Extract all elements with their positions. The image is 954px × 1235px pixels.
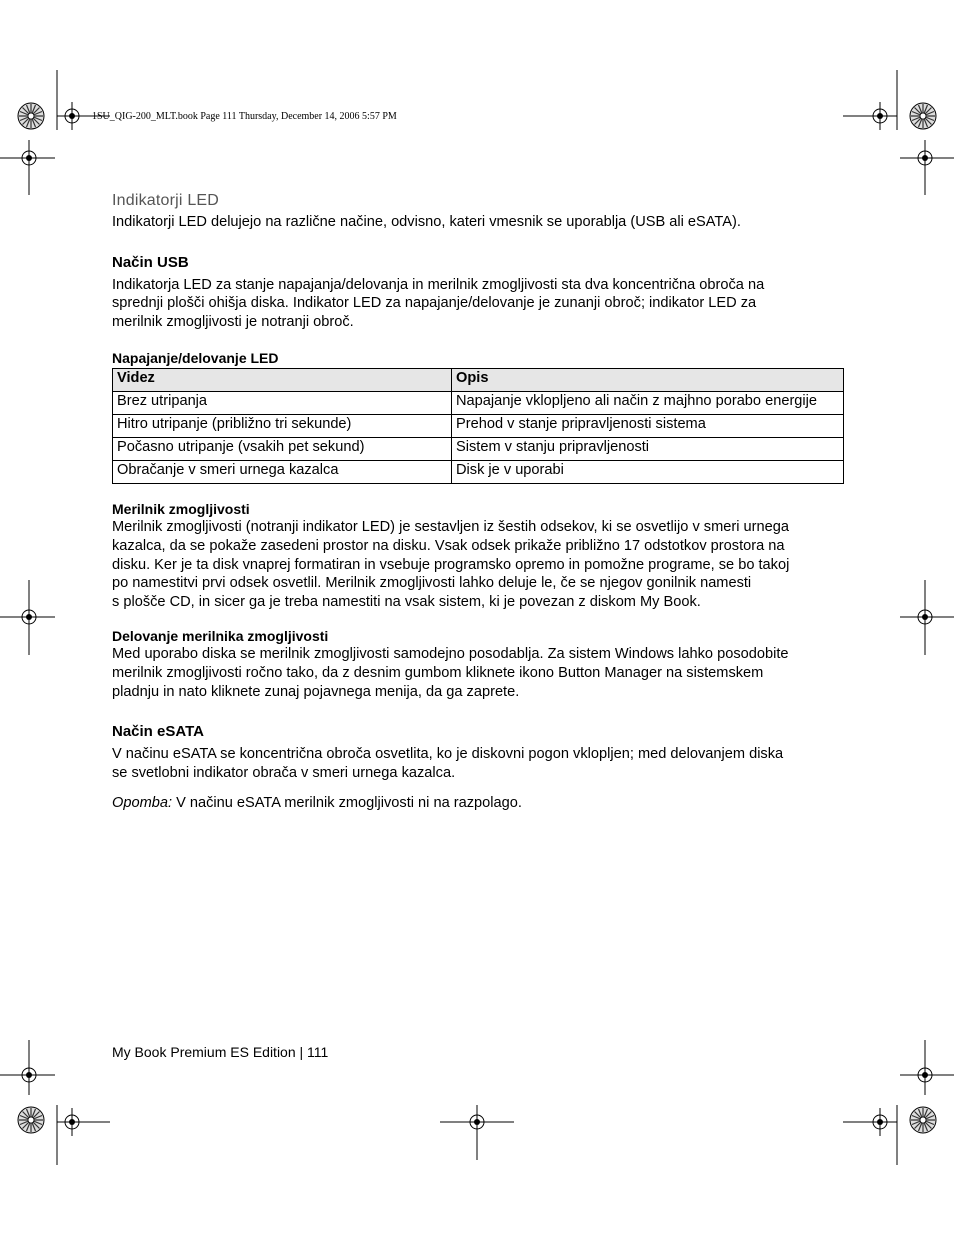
gauge-paragraph (112, 518, 844, 611)
usb-heading: Način USB (112, 253, 189, 271)
table-cell: Brez utripanja (113, 392, 452, 415)
gauge-line: disku. Ker je ta disk vnaprej formatiran in vsebuje programsko opremo in pomožne programe, se bo takoj (112, 556, 790, 573)
table-header-row (113, 369, 844, 392)
table-row (113, 392, 844, 415)
table-caption: Napajanje/delovanje LED (112, 350, 279, 367)
usb-line: Indikatorja LED za stanje napajanja/delovanja in merilnik zmogljivosti sta dva koncentrična obroča na (112, 276, 765, 293)
table-row (113, 461, 844, 484)
gauge-operation-line: merilnik zmogljivosti ročno tako, da z desnim gumbom kliknete ikono Button Manager na sistemskem (112, 664, 764, 681)
print-header: 1SU_QIG-200_MLT.book Page 111 Thursday, December 14, 2006 5:57 PM (92, 111, 397, 122)
esata-note (112, 794, 844, 813)
esata-heading: Način eSATA (112, 723, 204, 741)
esata-line: se svetlobni indikator obrača v smeri urnega kazalca. (112, 764, 456, 781)
gauge-operation-line: Med uporabo diska se merilnik zmogljivosti samodejno posodablja. Za sistem Windows lahko posodobite (112, 646, 789, 663)
table-header-cell: Videz (113, 369, 452, 392)
gauge-line: po namestitvi prvi odsek osvetlil. Merilnik zmogljivosti lahko deluje le, če se njegov gonilnik namesti (112, 575, 752, 592)
gauge-line: s plošče CD, in sicer ga je treba namestiti na vsak sistem, ki je povezan z diskom My Book. (112, 593, 701, 610)
usb-line: sprednji plošči ohišja diska. Indikator LED za napajanje/delovanje je zunanji obroč; indikator LED za (112, 295, 757, 312)
gauge-operation-line: pladnju in nato kliknete zunaj pojavnega menija, da ga zaprete. (112, 683, 520, 700)
gauge-line: kazalca, da se pokaže zasedeni prostor na disku. Vsak odsek prikaže približno 17 odstotkov prostora na (112, 537, 785, 554)
table-cell: Sistem v stanju pripravljenosti (452, 438, 844, 461)
esata-paragraph (112, 745, 844, 782)
page-content (112, 192, 844, 813)
usb-paragraph (112, 276, 844, 332)
gauge-operation-paragraph (112, 645, 844, 701)
table-header-cell: Opis (452, 369, 844, 392)
gauge-line: Merilnik zmogljivosti (notranji indikator LED) je sestavljen iz šestih odsekov, ki se osvetlijo v smeri urnega (112, 519, 789, 536)
esata-line: V načinu eSATA se koncentrična obroča osvetlita, ko je diskovni pogon vklopljen; med delovanjem diska (112, 746, 784, 763)
usb-line: merilnik zmogljivosti je notranji obroč. (112, 313, 354, 330)
section-title: Indikatorji LED (112, 192, 220, 209)
table-cell: Napajanje vklopljeno ali način z majhno porabo energije (452, 392, 844, 415)
section-intro: Indikatorji LED delujejo na različne načine, odvisno, kateri vmesnik se uporablja (USB ali eSATA). (112, 214, 741, 230)
table-cell: Hitro utripanje (približno tri sekunde) (113, 415, 452, 438)
gauge-operation-heading: Delovanje merilnika zmogljivosti (112, 628, 329, 645)
gauge-heading: Merilnik zmogljivosti (112, 501, 250, 518)
page-footer: My Book Premium ES Edition | 111 (112, 1044, 329, 1060)
table-row (113, 415, 844, 438)
table-cell: Obračanje v smeri urnega kazalca (113, 461, 452, 484)
table-row (113, 438, 844, 461)
table-cell: Disk je v uporabi (452, 461, 844, 484)
led-table (112, 368, 844, 484)
note-label: Opomba: (112, 795, 173, 812)
table-cell: Počasno utripanje (vsakih pet sekund) (113, 438, 452, 461)
note-text: V načinu eSATA merilnik zmogljivosti ni na razpolago. (172, 795, 522, 812)
table-cell: Prehod v stanje pripravljenosti sistema (452, 415, 844, 438)
